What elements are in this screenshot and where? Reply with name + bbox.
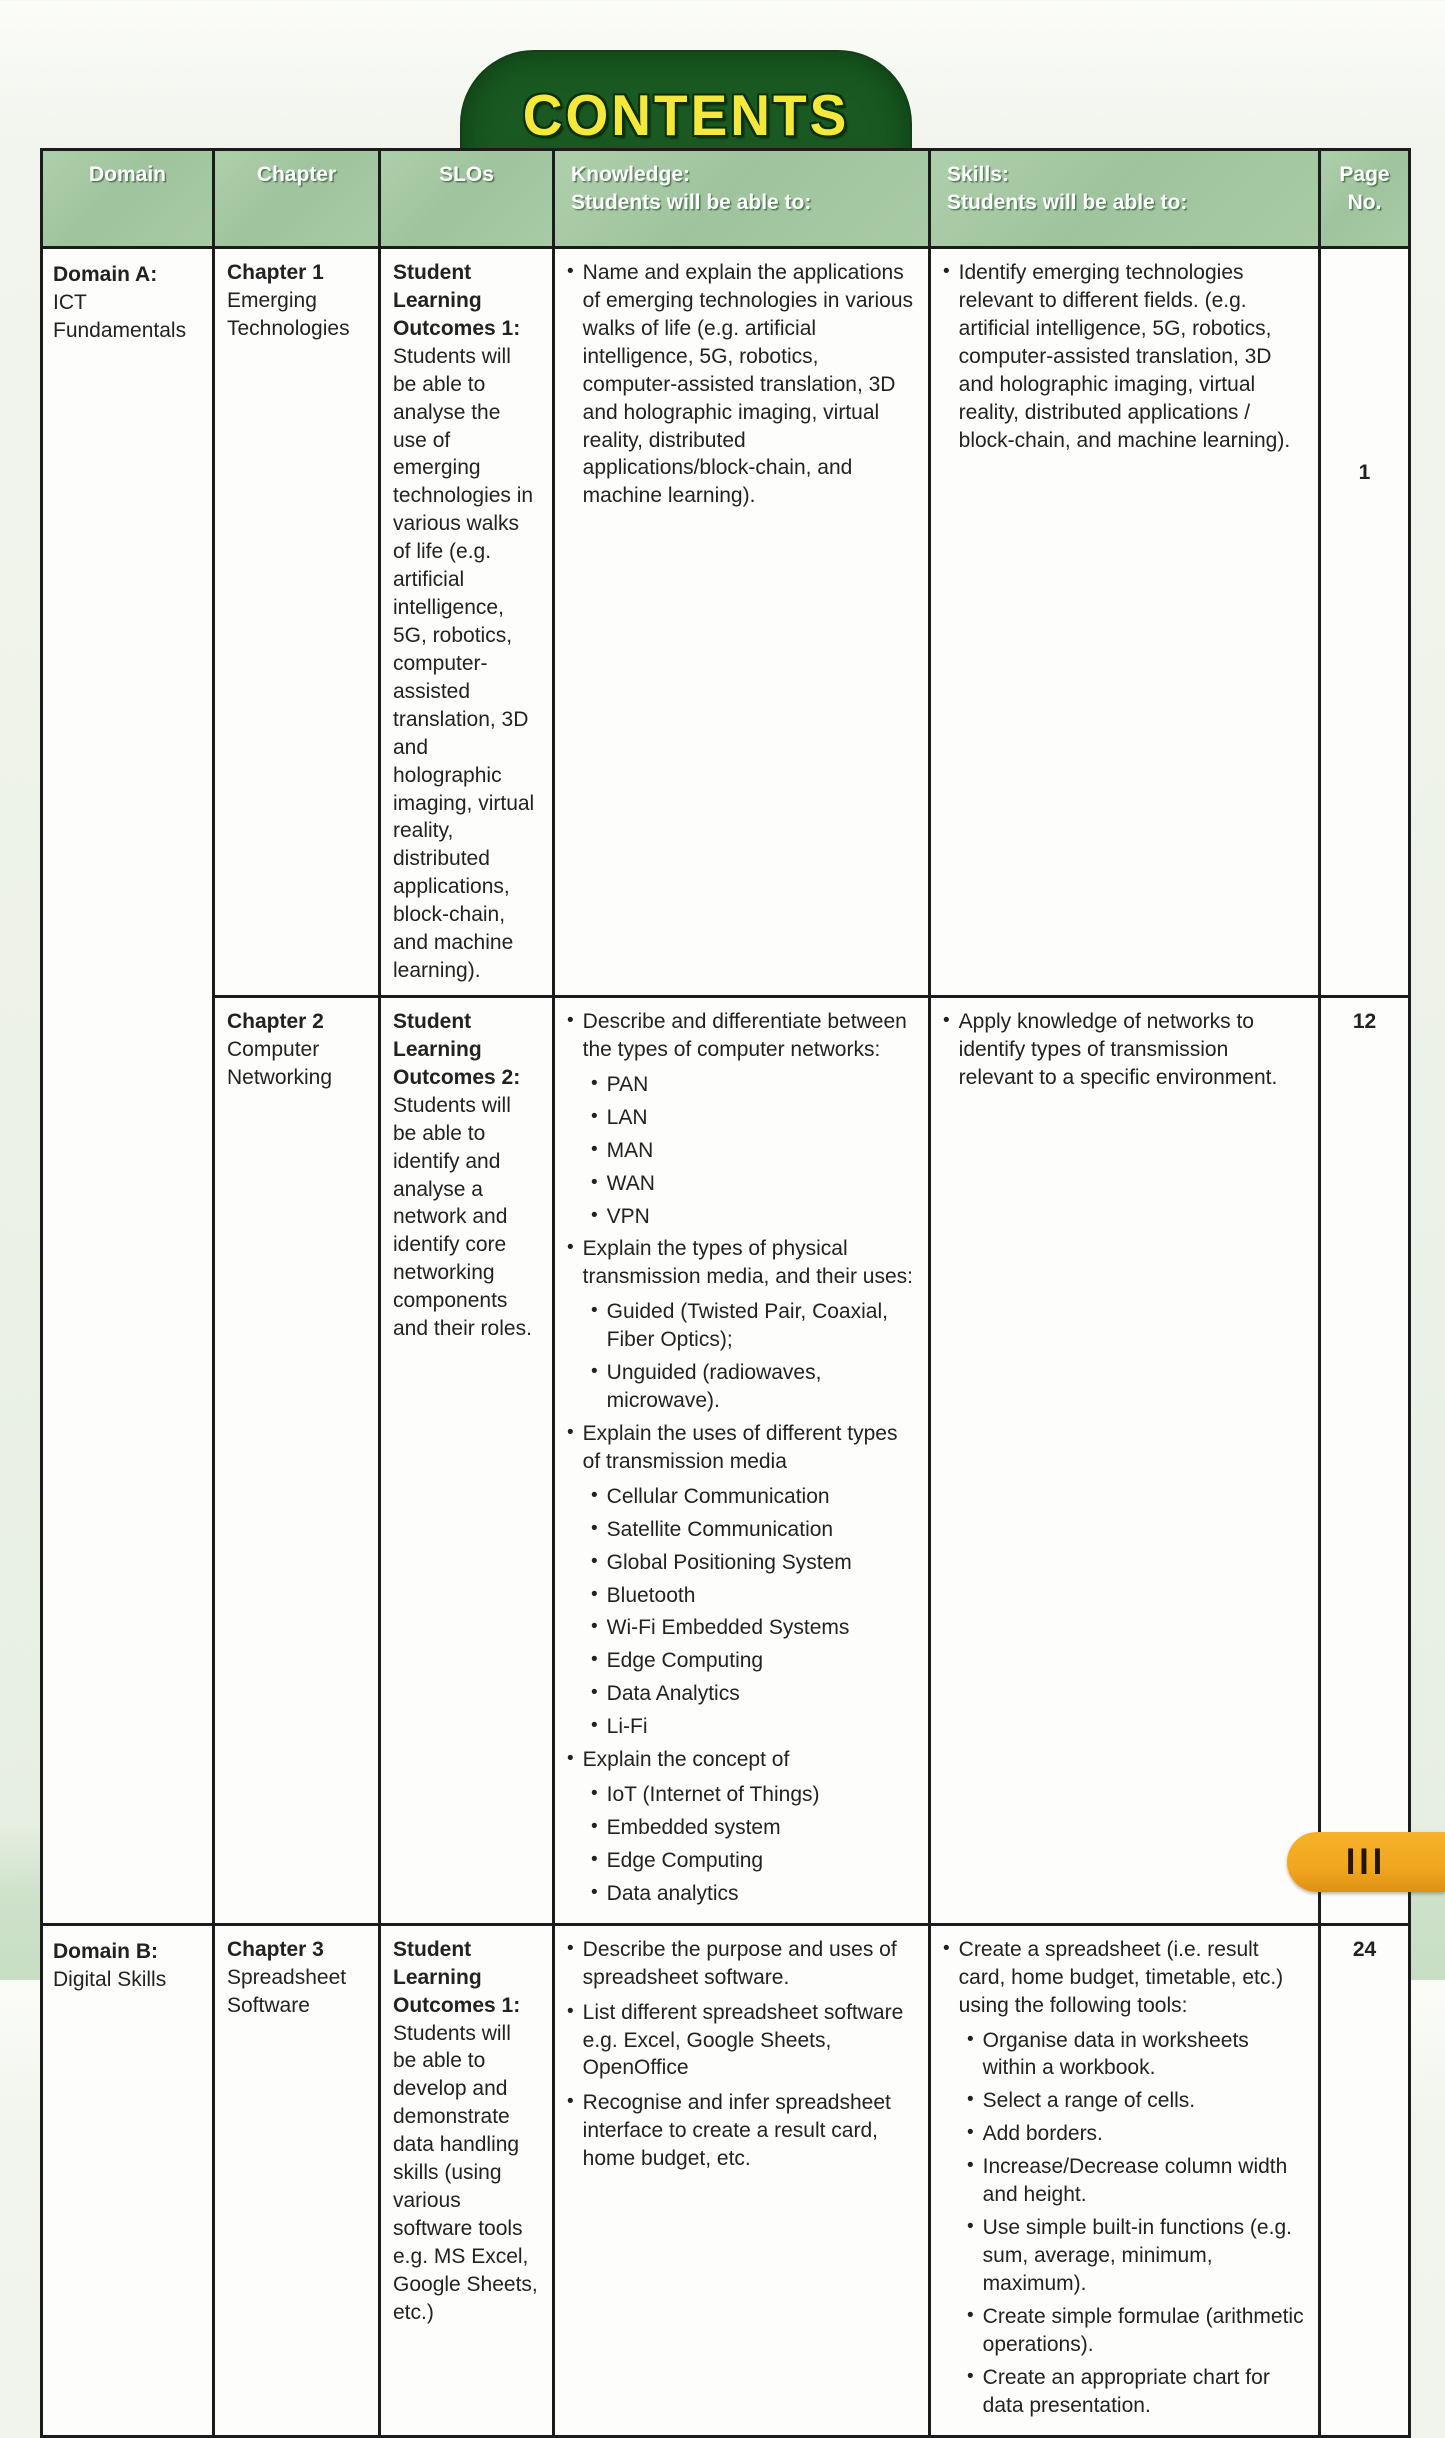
bullet-text: IoT (Internet of Things) [606,1783,820,1807]
bullet-item [591,1298,916,1354]
bullet-icon: • [567,261,574,282]
column-header-page-no: Page No. [1320,150,1410,248]
bullet-icon: • [967,2365,974,2387]
table-row [42,1924,1410,2436]
bullet-text: WAN [606,1171,655,1195]
table-row [42,996,1410,1924]
bullet-item [567,1420,916,1476]
bullet-item [967,2027,1306,2083]
bullet-text: Explain the types of physical transmission media, and their uses: [582,1237,913,1289]
domain-subtitle: ICT Fundamentals [53,290,187,342]
bullet-text: Bluetooth [606,1583,696,1607]
bullet-text: Explain the concept of [582,1748,790,1772]
bullet-text: Organise data in worksheets within a workbook. [982,2028,1249,2080]
page-no-cell: 12 [1320,996,1410,1924]
bullet-icon: • [591,1550,598,1572]
slo-body: Students will be able to develop and demonstrate data handling skills (using various software tools e.g. MS Excel, Google Sheets, etc.) [393,2021,538,2324]
bullet-text: Increase/Decrease column width and height. [982,2155,1288,2207]
bullet-text: Describe and differentiate between the types of computer networks: [582,1009,907,1061]
bullet-item [567,1999,916,2083]
page-number-roman: III [1345,1840,1387,1883]
slo-title: Student Learning Outcomes 1: [393,1937,521,2017]
bullet-item [967,2120,1306,2148]
bullet-icon: • [591,1072,598,1094]
bullet-item [591,1847,916,1875]
bullet-text: Create an appropriate chart for data presentation. [982,2365,1270,2417]
domain-cell [42,248,214,1925]
bullet-icon: • [567,1421,574,1443]
bullet-icon: • [591,1484,598,1506]
bullet-item [943,1008,1306,1092]
bullet-text: Use simple built-in functions (e.g. sum, average, minimum, maximum). [982,2216,1292,2295]
bullet-icon: • [591,1881,598,1903]
bullet-icon: • [591,1816,598,1838]
bullet-item [967,2087,1306,2115]
slo-body: Students will be able to analyse the use of emerging technologies in various walks of life (e.g. artificial intelligence, 5G, robotics, computer-assisted translation, 3D and holographic imaging, virtual reality, distributed applications, block-chain, and machine learning). [393,344,535,983]
bullet-item [967,2364,1306,2420]
bullet-text: Apply knowledge of networks to identify types of transmission relevant to a specific environment. [958,1009,1278,1089]
bullet-item [591,1203,916,1231]
bullet-text: Add borders. [982,2122,1103,2146]
chapter-title: Chapter 2 [227,1009,324,1033]
bullet-icon: • [943,1009,950,1031]
bullet-text: MAN [606,1138,654,1162]
skills-header-line2: Students will be able to: [947,190,1188,214]
column-header-domain: Domain [42,150,214,248]
bullet-item [567,1008,916,1064]
bullet-icon: • [591,1204,598,1226]
skills-header-line1: Skills: [947,163,1009,186]
column-header-knowledge [554,150,930,248]
bullet-text: Li-Fi [606,1715,648,1739]
bullet-text: Unguided (radiowaves, microwave). [606,1361,822,1413]
bullet-icon: • [567,1748,574,1770]
bullet-text: Select a range of cells. [982,2089,1196,2113]
bullet-text: Name and explain the applications of emerging technologies in various walks of life (e.g. artificial intelligence, 5G, robotics, computer-assisted translation, 3D and holographic imaging, virtual reality, distributed applications/block-chain, and machine learning). [582,261,914,508]
bullet-icon: • [967,2304,974,2326]
bullet-icon: • [967,2155,974,2177]
bullet-text: Global Positioning System [606,1550,852,1574]
bullet-icon: • [591,1616,598,1638]
bullet-text: Create a spreadsheet (i.e. result card, home budget, timetable, etc.) using the following tools: [958,1937,1284,2017]
bullet-text: Embedded system [606,1816,781,1840]
bullet-icon: • [591,1171,598,1193]
bullet-text: Guided (Twisted Pair, Coaxial, Fiber Optics); [606,1300,888,1352]
bullet-text: VPN [606,1204,650,1228]
bullet-item [591,1880,916,1908]
contents-table [40,148,1411,2438]
bullet-text: Explain the uses of different types of transmission media [582,1421,898,1473]
bullet-text: Edge Computing [606,1848,764,1872]
slo-title: Student Learning Outcomes 1: [393,261,521,340]
domain-title: Domain A: [53,263,158,286]
bullet-item [567,1746,916,1774]
table-row [42,248,1410,997]
bullet-text: Wi-Fi Embedded Systems [606,1616,850,1640]
bullet-item [567,2089,916,2173]
domain-title: Domain B: [53,1939,158,1963]
bullet-item [967,2153,1306,2209]
table-header-row [42,150,1410,248]
bullet-icon: • [591,1682,598,1704]
bullet-icon: • [591,1583,598,1605]
chapter-subtitle: Spreadsheet Software [227,1965,347,2017]
page-no-cell: 1 [1320,248,1410,997]
knowledge-header-line1: Knowledge: [571,163,690,186]
slo-body: Students will be able to identify and analyse a network and identify core networking components and their roles. [393,1093,532,1341]
bullet-item [567,1936,916,1992]
bullet-icon: • [591,1105,598,1127]
bullet-item [591,1137,916,1165]
bullet-icon: • [567,2000,574,2022]
domain-subtitle: Digital Skills [53,1967,167,1991]
bullet-icon: • [591,1361,598,1383]
bullet-item [591,1071,916,1099]
bullet-icon: • [591,1848,598,1870]
bullet-icon: • [591,1138,598,1160]
bullet-item [591,1359,916,1415]
bullet-icon: • [567,1009,574,1031]
knowledge-cell [554,248,930,997]
bullet-icon: • [967,2089,974,2111]
bullet-item [591,1814,916,1842]
bullet-icon: • [591,1517,598,1539]
bullet-text: LAN [606,1105,648,1129]
bullet-icon: • [567,1937,574,1959]
bullet-icon: • [967,2028,974,2050]
bullet-item [591,1170,916,1198]
bullet-item [943,1936,1306,2020]
bullet-item [967,2303,1306,2359]
column-header-chapter: Chapter [214,150,380,248]
bullet-text: PAN [606,1072,649,1096]
column-header-skills [930,150,1320,248]
bullet-text: Recognise and infer spreadsheet interface to create a result card, home budget, etc. [582,2091,891,2171]
column-header-slos: SLOs [380,150,554,248]
bullet-item [591,1516,916,1544]
bullet-icon: • [591,1649,598,1671]
bullet-text: Identify emerging technologies relevant to different fields. (e.g. artificial intelligence, 5G, robotics, computer-assisted translation, 3D and holographic imaging, virtual reality, distributed applications / block-chain, and machine learning). [958,261,1291,452]
knowledge-header-line2: Students will be able to: [571,190,812,214]
knowledge-cell [554,996,930,1924]
chapter-title: Chapter 3 [227,1937,324,1961]
bullet-icon: • [567,1237,574,1259]
bullet-text: Create simple formulae (arithmetic operations). [982,2304,1304,2356]
bullet-icon: • [591,1300,598,1322]
bullet-item [591,1647,916,1675]
slos-cell [380,996,554,1924]
chapter-cell [214,248,380,997]
bullet-text: Satellite Communication [606,1517,834,1541]
bullet-item [591,1549,916,1577]
bullet-item [567,1235,916,1291]
bullet-item [943,259,1306,454]
bullet-item [591,1614,916,1642]
bullet-item [967,2214,1306,2298]
bullet-item [591,1104,916,1132]
bullet-text: Data Analytics [606,1682,740,1706]
bullet-text: Data analytics [606,1881,739,1905]
slos-cell [380,1924,554,2436]
bullet-icon: • [567,2091,574,2113]
bullet-item [591,1483,916,1511]
chapter-subtitle: Emerging Technologies [227,288,350,340]
bullet-icon: • [943,1937,950,1959]
bullet-item [567,259,916,510]
bullet-icon: • [591,1715,598,1737]
skills-cell [930,248,1320,997]
bullet-icon: • [967,2122,974,2144]
chapter-cell [214,1924,380,2436]
slos-cell [380,248,554,997]
knowledge-cell [554,1924,930,2436]
bullet-item [591,1713,916,1741]
chapter-cell [214,996,380,1924]
domain-cell [42,1924,214,2436]
page-no-cell: 24 [1320,1924,1410,2436]
skills-cell [930,1924,1320,2436]
page-title: CONTENTS [522,82,850,148]
bullet-text: Edge Computing [606,1649,764,1673]
bullet-text: Cellular Communication [606,1484,830,1508]
bullet-text: List different spreadsheet software e.g. Excel, Google Sheets, OpenOffice [582,2000,904,2080]
chapter-subtitle: Computer Networking [227,1037,333,1089]
chapter-title: Chapter 1 [227,261,324,284]
bullet-item [591,1680,916,1708]
bullet-item [591,1582,916,1610]
bullet-icon: • [943,261,950,282]
bullet-icon: • [967,2216,974,2238]
bullet-icon: • [591,1783,598,1805]
bullet-item [591,1781,916,1809]
skills-cell [930,996,1320,1924]
page-number-badge [1287,1832,1445,1892]
slo-title: Student Learning Outcomes 2: [393,1009,521,1089]
bullet-text: Describe the purpose and uses of spreadsheet software. [582,1937,897,1989]
